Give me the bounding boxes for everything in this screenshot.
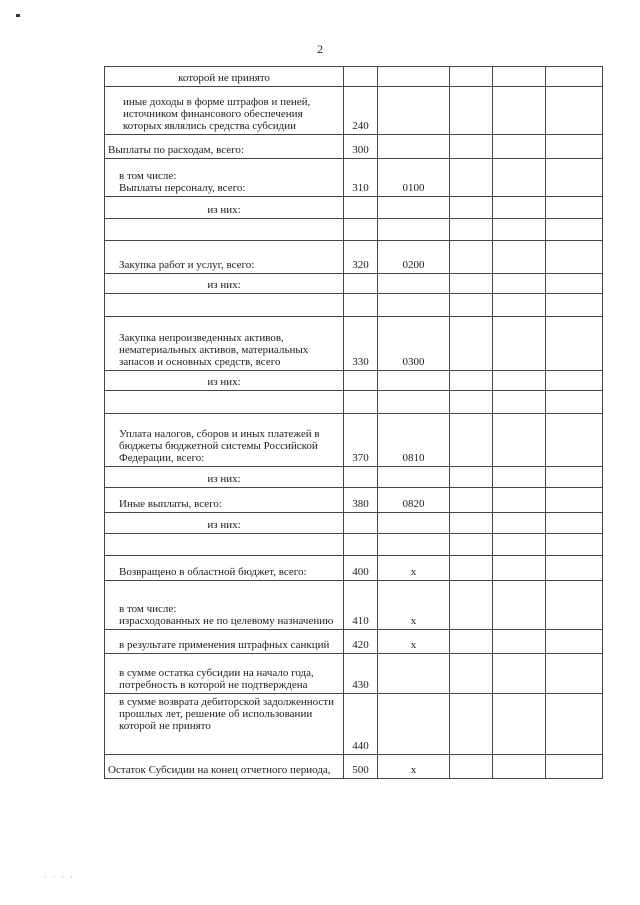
row-code-cell: 410 — [344, 581, 378, 630]
table-row — [105, 694, 603, 755]
row-value-cell — [546, 197, 603, 219]
row-kbk-cell — [378, 654, 450, 694]
row-value-cell — [493, 630, 546, 654]
table-row — [105, 630, 603, 654]
row-kbk-cell — [378, 197, 450, 219]
row-code-cell — [344, 274, 378, 294]
row-code-cell — [344, 467, 378, 488]
row-code-cell — [344, 513, 378, 534]
row-code-cell: 400 — [344, 556, 378, 581]
row-value-cell — [493, 274, 546, 294]
row-value-cell — [493, 87, 546, 135]
row-code-cell: 500 — [344, 755, 378, 779]
row-value-cell — [493, 414, 546, 467]
row-code-cell — [344, 294, 378, 317]
row-name-cell: из них: — [105, 513, 344, 534]
row-value-cell — [450, 694, 493, 755]
row-value-cell — [546, 556, 603, 581]
row-code-cell: 320 — [344, 241, 378, 274]
row-code-cell: 380 — [344, 488, 378, 513]
row-value-cell — [450, 391, 493, 414]
row-value-cell — [493, 467, 546, 488]
row-name-cell: в сумме возврата дебиторской задолженности прошлых лет, решение об использовании которой не принято — [105, 694, 344, 755]
table-row — [105, 294, 603, 317]
row-kbk-cell: x — [378, 556, 450, 581]
row-value-cell — [493, 755, 546, 779]
row-value-cell — [450, 513, 493, 534]
row-value-cell — [546, 371, 603, 391]
scan-artifact: · · · · — [44, 873, 75, 882]
row-value-cell — [450, 414, 493, 467]
page-number: 2 — [317, 42, 323, 56]
row-value-cell — [546, 488, 603, 513]
row-kbk-cell — [378, 694, 450, 755]
table-row — [105, 87, 603, 135]
table-row — [105, 581, 603, 630]
row-value-cell — [546, 414, 603, 467]
table-row — [105, 414, 603, 467]
table-row — [105, 534, 603, 556]
table-row — [105, 755, 603, 779]
row-kbk-cell — [378, 534, 450, 556]
row-name-cell: в том числе: Выплаты персоналу, всего: — [105, 159, 344, 197]
row-kbk-cell: 0200 — [378, 241, 450, 274]
row-name-cell: из них: — [105, 371, 344, 391]
row-value-cell — [493, 159, 546, 197]
row-value-cell — [546, 241, 603, 274]
row-kbk-cell: 0820 — [378, 488, 450, 513]
table-row — [105, 241, 603, 274]
row-code-cell — [344, 534, 378, 556]
row-name-cell: Остаток Субсидии на конец отчетного периода, — [105, 755, 344, 779]
row-name-cell: Возвращено в областной бюджет, всего: — [105, 556, 344, 581]
row-name-cell: в сумме остатка субсидии на начало года, потребность в которой не подтверждена — [105, 654, 344, 694]
row-name-cell: Выплаты по расходам, всего: — [105, 135, 344, 159]
row-code-cell: 310 — [344, 159, 378, 197]
row-value-cell — [450, 135, 493, 159]
row-value-cell — [450, 219, 493, 241]
row-kbk-cell — [378, 135, 450, 159]
row-name-cell — [105, 534, 344, 556]
row-value-cell — [546, 87, 603, 135]
row-kbk-cell — [378, 87, 450, 135]
row-kbk-cell: 0300 — [378, 317, 450, 371]
row-value-cell — [493, 241, 546, 274]
row-value-cell — [450, 241, 493, 274]
row-value-cell — [546, 467, 603, 488]
row-value-cell — [546, 391, 603, 414]
row-value-cell — [450, 488, 493, 513]
row-name-cell: из них: — [105, 467, 344, 488]
row-kbk-cell — [378, 371, 450, 391]
row-value-cell — [450, 159, 493, 197]
row-name-cell: в том числе: израсходованных не по целевому назначению — [105, 581, 344, 630]
row-value-cell — [450, 274, 493, 294]
table-row — [105, 654, 603, 694]
table-row — [105, 317, 603, 371]
row-value-cell — [493, 654, 546, 694]
row-code-cell: 430 — [344, 654, 378, 694]
table-row — [105, 67, 603, 87]
row-kbk-cell — [378, 467, 450, 488]
row-value-cell — [546, 755, 603, 779]
row-name-cell: из них: — [105, 197, 344, 219]
row-name-cell: которой не принято — [105, 67, 344, 87]
row-value-cell — [546, 135, 603, 159]
row-kbk-cell — [378, 294, 450, 317]
row-value-cell — [493, 581, 546, 630]
row-value-cell — [546, 159, 603, 197]
row-value-cell — [546, 694, 603, 755]
row-value-cell — [493, 67, 546, 87]
row-value-cell — [493, 694, 546, 755]
row-name-cell: Уплата налогов, сборов и иных платежей в бюджеты бюджетной системы Российской Федерации, всего: — [105, 414, 344, 467]
row-value-cell — [493, 391, 546, 414]
row-value-cell — [493, 317, 546, 371]
row-code-cell: 300 — [344, 135, 378, 159]
row-value-cell — [493, 488, 546, 513]
scan-mark — [16, 14, 20, 17]
table-row — [105, 159, 603, 197]
row-value-cell — [546, 581, 603, 630]
row-value-cell — [546, 274, 603, 294]
row-code-cell: 240 — [344, 87, 378, 135]
row-value-cell — [450, 294, 493, 317]
row-value-cell — [450, 581, 493, 630]
row-value-cell — [546, 294, 603, 317]
table-row — [105, 197, 603, 219]
row-value-cell — [546, 630, 603, 654]
row-kbk-cell — [378, 274, 450, 294]
row-name-cell: иные доходы в форме штрафов и пеней, источником финансового обеспечения которых являлись средства субсидии — [105, 87, 344, 135]
row-name-cell: из них: — [105, 274, 344, 294]
row-name-cell — [105, 391, 344, 414]
row-value-cell — [493, 534, 546, 556]
row-value-cell — [546, 513, 603, 534]
row-value-cell — [493, 371, 546, 391]
table-row — [105, 274, 603, 294]
row-value-cell — [493, 294, 546, 317]
row-value-cell — [546, 67, 603, 87]
row-value-cell — [450, 556, 493, 581]
row-kbk-cell — [378, 391, 450, 414]
row-kbk-cell: 0810 — [378, 414, 450, 467]
row-name-cell: в результате применения штрафных санкций — [105, 630, 344, 654]
table-row — [105, 556, 603, 581]
row-value-cell — [450, 755, 493, 779]
row-value-cell — [450, 654, 493, 694]
row-kbk-cell — [378, 67, 450, 87]
row-name-cell — [105, 219, 344, 241]
row-code-cell — [344, 197, 378, 219]
row-value-cell — [450, 87, 493, 135]
row-value-cell — [546, 317, 603, 371]
row-name-cell: Закупка непроизведенных активов, нематериальных активов, материальных запасов и основных средств, всего — [105, 317, 344, 371]
row-code-cell: 330 — [344, 317, 378, 371]
row-value-cell — [546, 654, 603, 694]
table-row — [105, 467, 603, 488]
row-value-cell — [450, 371, 493, 391]
report-table — [104, 66, 603, 779]
row-value-cell — [546, 534, 603, 556]
row-code-cell: 440 — [344, 694, 378, 755]
row-code-cell — [344, 391, 378, 414]
table-row — [105, 371, 603, 391]
row-kbk-cell: 0100 — [378, 159, 450, 197]
table-row — [105, 488, 603, 513]
table-row — [105, 513, 603, 534]
row-value-cell — [450, 467, 493, 488]
table-row — [105, 219, 603, 241]
row-kbk-cell: x — [378, 581, 450, 630]
row-value-cell — [450, 197, 493, 219]
row-value-cell — [493, 556, 546, 581]
row-name-cell: Иные выплаты, всего: — [105, 488, 344, 513]
row-code-cell: 420 — [344, 630, 378, 654]
row-name-cell — [105, 294, 344, 317]
table-row — [105, 391, 603, 414]
row-code-cell — [344, 67, 378, 87]
row-value-cell — [450, 67, 493, 87]
row-name-cell: Закупка работ и услуг, всего: — [105, 241, 344, 274]
row-code-cell: 370 — [344, 414, 378, 467]
row-kbk-cell: x — [378, 630, 450, 654]
row-value-cell — [493, 135, 546, 159]
row-kbk-cell — [378, 513, 450, 534]
row-code-cell — [344, 371, 378, 391]
row-value-cell — [493, 219, 546, 241]
row-value-cell — [450, 630, 493, 654]
row-value-cell — [450, 534, 493, 556]
table-row — [105, 135, 603, 159]
row-value-cell — [450, 317, 493, 371]
row-kbk-cell: x — [378, 755, 450, 779]
row-value-cell — [493, 197, 546, 219]
row-kbk-cell — [378, 219, 450, 241]
row-value-cell — [546, 219, 603, 241]
row-value-cell — [493, 513, 546, 534]
report-table-body — [105, 67, 603, 779]
row-code-cell — [344, 219, 378, 241]
